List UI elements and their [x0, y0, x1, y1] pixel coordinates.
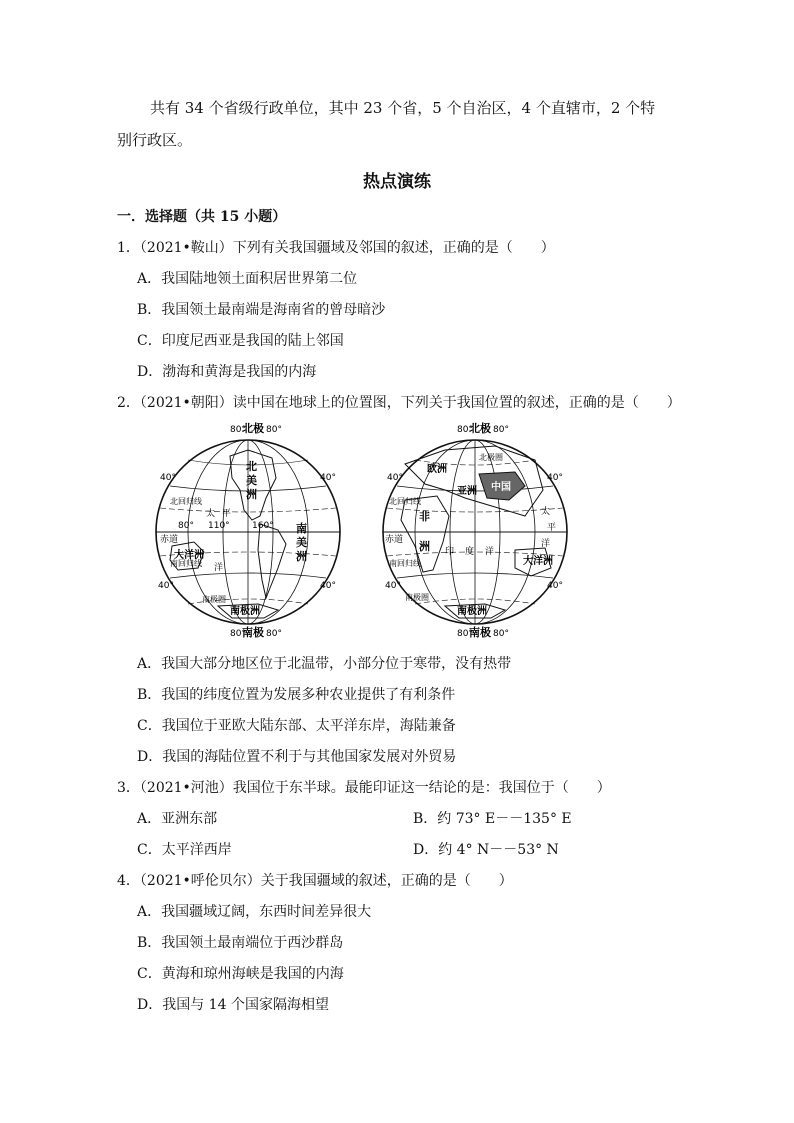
west-lat-sw: 40° [158, 581, 174, 591]
question-2-option-d[interactable]: D．我国的海陆位置不利于与其他国家发展对外贸易 [137, 749, 457, 765]
intro-line-2: 别行政区。 [117, 131, 193, 149]
west-na-char-2: 美 [246, 474, 257, 487]
west-lon-2: 110° [208, 521, 230, 531]
part-title: 一．选择题（共 15 小题） [117, 209, 287, 225]
west-ocean-char-2: 平 [222, 509, 232, 519]
west-ocean-char-3: 洋 [214, 563, 224, 573]
west-sa-char-1: 南 [296, 522, 307, 535]
west-bottom-deg-right: 80° [266, 629, 282, 639]
west-lat-nw: 40° [160, 473, 176, 483]
west-n-tropic-label: 北回归线 [170, 497, 202, 506]
western-hemisphere-map [148, 420, 348, 646]
east-lat-se: 40° [547, 581, 563, 591]
question-4-option-b[interactable]: B．我国领土最南端位于西沙群岛 [137, 935, 344, 951]
west-lon-1: 80° [178, 521, 194, 531]
east-pacific-char-3: 洋 [541, 539, 551, 549]
east-lat-ne: 40° [547, 473, 563, 483]
east-equator-label: 赤道 [385, 535, 404, 545]
section-title: 热点演练 [363, 172, 431, 192]
west-na-char-1: 北 [246, 460, 257, 473]
west-lat-se: 40° [320, 581, 336, 591]
west-bottom-deg-left: 80° [230, 629, 246, 639]
east-indian-char-1: 印 [445, 547, 455, 557]
question-3-option-d[interactable]: D．约 4° N－－53° N [413, 842, 559, 858]
question-3-option-a[interactable]: A．亚洲东部 [137, 811, 218, 827]
east-n-circle-label: 北极圈 [479, 453, 503, 462]
east-indian-char-2: 度 [465, 547, 475, 557]
question-1-stem: 1．（2021•鞍山）下列有关我国疆域及邻国的叙述，正确的是（ ） [117, 240, 555, 256]
east-pacific-char-2: 平 [547, 523, 557, 533]
west-south-pole-label: 南极 [242, 626, 264, 639]
question-3-stem: 3．（2021•河池）我国位于东半球。最能印证这一结论的是：我国位于（ ） [117, 780, 611, 796]
west-oceania-label: 大洋洲 [174, 550, 204, 561]
west-na-char-3: 洲 [246, 488, 257, 501]
west-s-tropic-label: 南回归线 [170, 559, 202, 568]
east-antarctica-label: 南极洲 [457, 606, 487, 617]
question-1-option-b[interactable]: B．我国领土最南端是海南省的曾母暗沙 [137, 302, 386, 318]
east-s-circle-label: 南极圈 [405, 593, 429, 602]
question-3-option-b[interactable]: B．约 73° E－－135° E [413, 811, 572, 827]
question-1-option-c[interactable]: C．印度尼西亚是我国的陆上邻国 [137, 333, 344, 349]
intro-line-1: 共有 34 个省级行政单位，其中 23 个省，5 个自治区，4 个直辖市，2 个特 [150, 99, 656, 117]
west-sa-char-3: 洲 [296, 550, 307, 563]
question-2-option-c[interactable]: C．我国位于亚欧大陆东部、太平洋东岸，海陆兼备 [137, 718, 456, 734]
question-2-option-b[interactable]: B．我国的纬度位置为发展多种农业提供了有利条件 [137, 687, 456, 703]
west-s-circle-label: 南极圈 [202, 595, 226, 604]
east-africa-char-2: 洲 [419, 540, 430, 553]
question-2-stem: 2．（2021•朝阳）读中国在地球上的位置图，下列关于我国位置的叙述，正确的是（ ） [117, 395, 681, 411]
east-bottom-deg-left: 80° [457, 629, 473, 639]
west-top-deg-left: 80° [230, 425, 246, 435]
east-south-pole-label: 南极 [469, 626, 491, 639]
east-africa-char-1: 非 [419, 510, 430, 523]
west-lon-3: 160° [252, 521, 274, 531]
question-4-option-a[interactable]: A．我国疆域辽阔，东西时间差异很大 [137, 904, 372, 920]
question-2-option-a[interactable]: A．我国大部分地区位于北温带，小部分位于寒带，没有热带 [137, 656, 512, 672]
west-sa-char-2: 美 [296, 536, 307, 549]
east-top-deg-right: 80° [493, 425, 509, 435]
east-europe-label: 欧洲 [427, 464, 447, 475]
question-3-option-c[interactable]: C．太平洋西岸 [137, 842, 232, 858]
east-asia-label: 亚洲 [457, 486, 477, 497]
west-equator-label: 赤道 [160, 535, 179, 545]
east-indian-char-3: 洋 [485, 547, 495, 557]
east-lat-nw: 40° [387, 473, 403, 483]
west-top-deg-right: 80° [266, 425, 282, 435]
east-top-deg-left: 80° [457, 425, 473, 435]
east-china-label: 中国 [491, 482, 511, 493]
west-north-pole-label: 北极 [242, 422, 264, 435]
west-antarctica-label: 南极洲 [230, 606, 260, 617]
question-1-option-a[interactable]: A．我国陆地领土面积居世界第二位 [137, 271, 358, 287]
west-ocean-char-1: 太 [206, 509, 216, 519]
east-lat-sw: 40° [385, 581, 401, 591]
east-north-pole-label: 北极 [469, 422, 491, 435]
question-4-option-d[interactable]: D．我国与 14 个国家隔海相望 [137, 997, 329, 1013]
west-lat-ne: 40° [320, 473, 336, 483]
east-n-tropic-label: 北回归线 [389, 497, 421, 506]
east-s-tropic-label: 南回归线 [389, 559, 421, 568]
question-4-stem: 4．（2021•呼伦贝尔）关于我国疆域的叙述，正确的是（ ） [117, 873, 513, 889]
east-pacific-char-1: 太 [541, 507, 551, 517]
eastern-hemisphere-map [375, 420, 575, 646]
east-bottom-deg-right: 80° [493, 629, 509, 639]
question-4-option-c[interactable]: C．黄海和琼州海峡是我国的内海 [137, 966, 344, 982]
question-1-option-d[interactable]: D．渤海和黄海是我国的内海 [137, 364, 317, 380]
east-oceania-label: 大洋洲 [523, 556, 553, 567]
